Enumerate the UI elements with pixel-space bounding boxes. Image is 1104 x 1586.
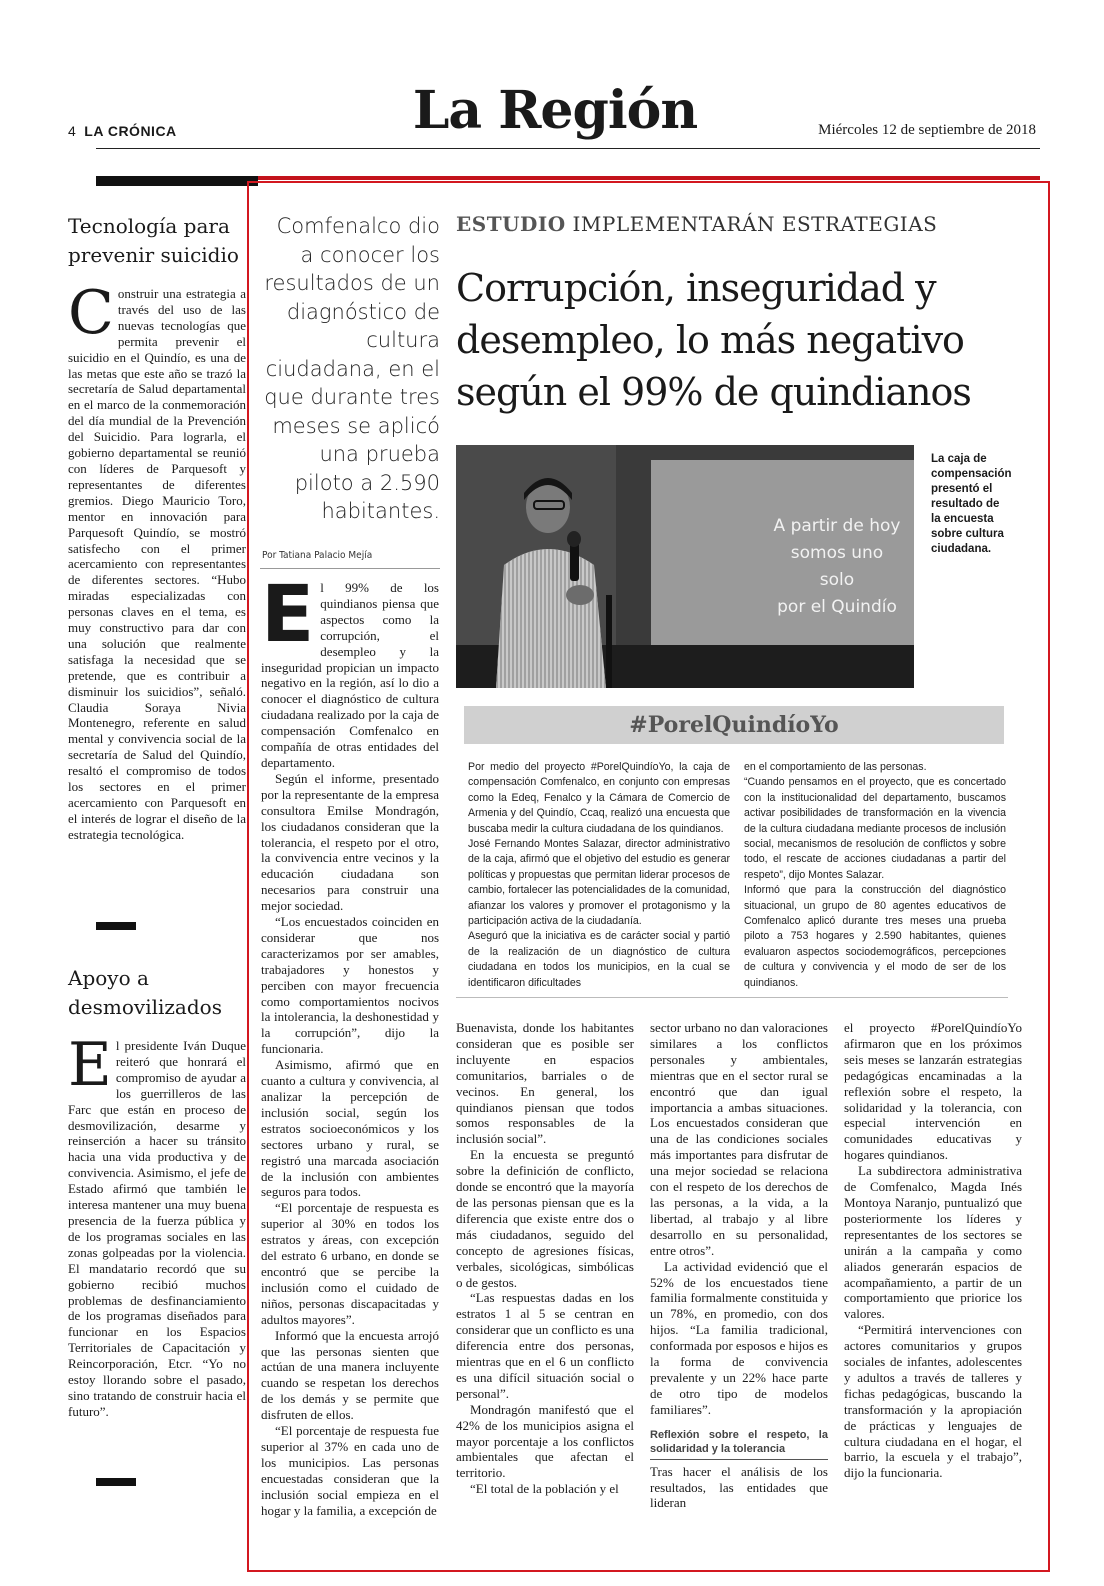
header-rule bbox=[96, 148, 1040, 149]
body-paragraph: “Permitirá intervenciones con actores comunitarios y grupos sociales de infantes, adolescentes y adultos a través de talleres y fichas pedagógicas, buscando la transformación y la apropiación de prácticas y lenguajes de cultura ciudadana en el hogar, el barrio, la escuela y el trabajo”, dijo la funcionaria. bbox=[844, 1322, 1022, 1481]
page-folio bbox=[68, 123, 177, 139]
article-lede: Comfenalco dio a conocer los resultados de un diagnóstico de cultura ciudadana, en el que durante tres meses se aplicó una prueba piloto a 2.590 habitantes. bbox=[264, 214, 440, 523]
sidebar-story1-text: onstruir una estrategia a través del uso de las nuevas tecnologías que permita prevenir el suicidio en el Quindío, es una de las metas que este año se trazó la secretaría de Salud departamental en el marco de la conmemoración del día mundial de la Prevención del Suicidio. Para lograrla, el gobierno departamental se reunió con líderes de Parquesoft y representantes de diferentes gremios. Diego Mauricio Toro, mentor en innovación para Parquesoft Quindío, se mostró satisfecho con el primer acercamiento con representantes de diferentes sectores. “Hubo miradas especializadas con personas claves en el tema, es muy constructivo para dar con una solución que realmente satisfaga la necesidad que se pretende, que es contribuir a disminuir los suicidios”, señaló. Claudia Soraya Nivia Montenegro, referente en salud mental y convivencia social de la secretaría de Salud del Quindío, resaltó el compromiso de todos los sectores en el primer acercamiento con Parquesoft en el interés de lograr el diseño de la estrategia tecnológica. bbox=[68, 286, 246, 842]
slide-line: somos uno solo bbox=[790, 543, 884, 590]
body-column-3 bbox=[650, 1020, 828, 1511]
body-paragraph: sector urbano no dan valoraciones similares a los conflictos personales y ambientales, mientras que en el sector rural se encontró que dan igual importancia a ambas situaciones. Los encuestados consideran que una de las condiciones sociales más importantes para disfrutar de una mejor sociedad se relaciona con el respeto de los derechos de las personas, a la vida, a la libertad, al trabajo y al libre desarrollo en su personalidad, entre otros”. bbox=[650, 1020, 828, 1258]
body-paragraph: “Las respuestas dadas en los estratos 1 al 5 se centran en considerar que un conflicto es una diferencia entre dos personas, mientras que en el 6 un conflicto es una difícil situación social o personal”. bbox=[456, 1290, 634, 1401]
sidebar-story2-body bbox=[68, 1030, 246, 1420]
box-column-2 bbox=[744, 760, 1006, 991]
body-paragraph: “Los encuestados coinciden en considerar que nos caracterizamos por ser amables, trabajadores y honestos y perciben con mayor frecuencia como comportamientos nocivos la intolerancia, la deshonestidad y la corrupción”, dijo la funcionaria. bbox=[261, 914, 439, 1057]
section-title: La Región bbox=[412, 80, 698, 141]
body-column-1 bbox=[261, 570, 439, 1518]
article-top-bar bbox=[258, 176, 1040, 180]
slide-text bbox=[772, 513, 902, 621]
box-paragraph: Informó que para la construcción del diagnóstico situacional, un grupo de 80 agentes educativos de Comfenalco aplicó durante tres meses una prueba piloto a 753 hogares y 2.590 habitantes, quienes evaluaron aspectos sociodemográficos, percepciones de cultura y convivencia y el modo de ser de los quindianos. bbox=[744, 884, 1006, 989]
body-column-4 bbox=[844, 1020, 1022, 1481]
box-title: #PorelQuindíoYo bbox=[464, 706, 1004, 744]
body-paragraph: “El porcentaje de respuesta fue superior al 37% en cada uno de los municipios. Las personas encuestadas consideran que la inclusión social empieza en el hogar y la familia, a excepción de bbox=[261, 1423, 439, 1518]
box-bottom-rule bbox=[456, 997, 1008, 998]
box-paragraph: Aseguró que la iniciativa es de carácter social y partió de la realización de un diagnóstico de cultura ciudadana en todos los municipios, en la cual se identificaron dificultades bbox=[468, 930, 730, 989]
body-column-2 bbox=[456, 1020, 634, 1497]
sidebar-story1-title: Tecnología para prevenir suicidio bbox=[68, 214, 239, 267]
sidebar-story2-title: Apoyo a desmovilizados bbox=[68, 966, 222, 1019]
body-paragraph: Tras hacer el análisis de los resultados, las entidades que lideran bbox=[650, 1463, 828, 1511]
kicker-rest: IMPLEMENTARÁN ESTRATEGIAS bbox=[572, 212, 938, 236]
body-paragraph: “El total de la población y el bbox=[470, 1481, 619, 1497]
slide-line: A partir de hoy bbox=[773, 516, 901, 536]
body-paragraph: Asimismo, afirmó que en cuanto a cultura y convivencia, al analizar la percepción de inclusión social, según los estratos socioeconómicos y los sectores urbano y rural, se registró una marcada asociación de la inclusión con ambientes seguros para todos. bbox=[261, 1057, 439, 1200]
byline: Por Tatiana Palacio Mejía bbox=[262, 550, 373, 561]
drop-cap: E bbox=[261, 570, 315, 660]
body-paragraph: La actividad evidenció que el 52% de los encuestados tiene familia formalmente constituida y un 78%, en promedio, con dos hijos. “La familia tradicional, conformada por esposos e hijos es la forma de convivencia prevalente y un 22% hace parte de otro tipo de modelos familiares”. bbox=[650, 1258, 828, 1417]
body-paragraph: el proyecto #PorelQuindíoYo afirmaron que en los próximos seis meses se lanzarán estrategias pedagógicas encaminadas a la reflexión sobre el respeto, la solidaridad y la tolerancia, con especial intervención en comunidades educativas y hogares quindianos. bbox=[844, 1020, 1022, 1163]
sidebar-divider bbox=[96, 1478, 136, 1486]
subheading: Reflexión sobre el respeto, la solidaridad y la tolerancia bbox=[650, 1428, 828, 1460]
body-paragraph: “El porcentaje de respuesta es superior al 30% en todos los estratos y áreas, con excepción del estrato 6 urbano, en donde se encontró que se percibe la inclusión como el cuidado de niños, personas discapacitadas y adultos mayores”. bbox=[261, 1200, 439, 1327]
photo-caption: La caja de compensación presentó el resultado de la encuesta sobre cultura ciudadana. bbox=[931, 453, 1012, 555]
drop-cap: C bbox=[68, 278, 114, 348]
body-paragraph: Buenavista, donde los habitantes consideran que es posible ser incluyente en espacios comunitarios, barriales o de vecinos. En general, los quindianos piensan que todos somos responsables de la inclusión social”. bbox=[456, 1020, 634, 1147]
body-paragraph: l 99% de los quindianos piensa que aspectos como la corrupción, el desempleo y la inseguridad propician un impacto negativo en la región, así lo dio a conocer el diagnóstico de cultura ciudadana realizado por la caja de compensación Comfenalco en compañía de otras entidades del departamento. bbox=[261, 580, 439, 770]
sidebar-story2-text: l presidente Iván Duque reiteró que honrará el compromiso de ayudar a los guerrilleros de las Farc que están en proceso de desmovilización, desarme y reinserción a hacer su tránsito hacia una vida productiva y de convivencia. Asimismo, el jefe de Estado afirmó que también le interesa mantener una muy buena presencia de la fuerza pública y de los programas sociales en las zonas golpeadas por la violencia. El mandatario recordó que su gobierno recibió muchos problemas de desfinanciamiento de los programas diseñados para funcionar en los Espacios Territoriales de Capacitación y Reincorporación, Etcr. “Yo no estoy llorando sobre el pasado, sino tratando de construir hacia el futuro”. bbox=[68, 1038, 246, 1419]
headline: Corrupción, inseguridad y desempleo, lo más negativo según el 99% de quindianos bbox=[456, 266, 971, 414]
box-paragraph: “Cuando pensamos en el proyecto, que es concertado con la institucionalidad del departamento, buscamos activar posibilidades de transformación en la vivencia de la cultura ciudadana mediante procesos de inclusión social, mecanismos de resolución de conflictos y sobre todo, el rescate de acciones ciudadanas a partir del respeto”, dijo Montes Salazar. bbox=[744, 776, 1006, 881]
body-paragraph: Según el informe, presentado por la representante de la empresa consultora Emilse Mondragón, los ciudadanos consideran que la tolerancia, el respeto por el otro, la convivencia entre vecinos y la educación ciudadana son necesarios para construir una mejor sociedad. bbox=[261, 770, 439, 914]
body-paragraph: En la encuesta se preguntó sobre la definición de conflicto, donde se encontró que la mayoría de las personas piensan que es la diferencia que existe entre dos o más ciudadanos, seguido del concepto de agresiones físicas, verbales, sicológicas, simbólicas o de gestos. bbox=[456, 1147, 634, 1290]
sidebar-divider bbox=[96, 922, 136, 930]
drop-cap: E bbox=[68, 1030, 112, 1100]
kicker-bold: ESTUDIO bbox=[456, 212, 566, 236]
byline-rule bbox=[260, 568, 440, 569]
box-paragraph: Por medio del proyecto #PorelQuindíoYo, la caja de compensación Comfenalco, en conjunto con empresas como la Edeq, Fenalco y la Cámara de Comercio de Armenia y del Quindío, Ccaq, realizó una encuesta que buscaba medir la cultura ciudadana de los quindianos. bbox=[468, 761, 730, 835]
kicker bbox=[456, 212, 937, 236]
body-paragraph: La subdirectora administrativa de Comfenalco, Magda Inés Montoya Naranjo, puntualizó que posteriormente los líderes y representantes de los sectores se unirán a la campaña y como aliados generarán espacios de acompañamiento, a partir de un comportamiento que priorice los valores. bbox=[844, 1163, 1022, 1322]
box-paragraph: José Fernando Montes Salazar, director administrativo de la caja, afirmó que el objetivo del estudio es generar políticas y propuestas que permitan liderar procesos de cambio, fortalecer las potencialidades de la comunidad, afianzar los valores y promover el protagonismo y la participación activa de la ciudadanía. bbox=[468, 838, 730, 928]
article-photo bbox=[456, 445, 914, 688]
body-paragraph: Informó que la encuesta arrojó que las personas sienten que actúan de una manera incluyente cuando se respetan los derechos de los demás y se permite que disfruten de ellos. bbox=[261, 1327, 439, 1423]
sidebar-top-bar bbox=[96, 176, 258, 186]
box-column-1 bbox=[468, 760, 730, 991]
slide-line: por el Quindío bbox=[777, 597, 897, 617]
sidebar-story1-body bbox=[68, 278, 246, 843]
body-paragraph: Mondragón manifestó que el 42% de los municipios asigna el mayor porcentaje a los conflictos ambientales que afectan el territorio. bbox=[456, 1401, 634, 1481]
page-number: 4 bbox=[68, 123, 77, 139]
box-paragraph: en el comportamiento de las personas. bbox=[744, 761, 927, 773]
issue-date: Miércoles 12 de septiembre de 2018 bbox=[818, 122, 1036, 138]
paper-name: LA CRÓNICA bbox=[84, 123, 177, 139]
